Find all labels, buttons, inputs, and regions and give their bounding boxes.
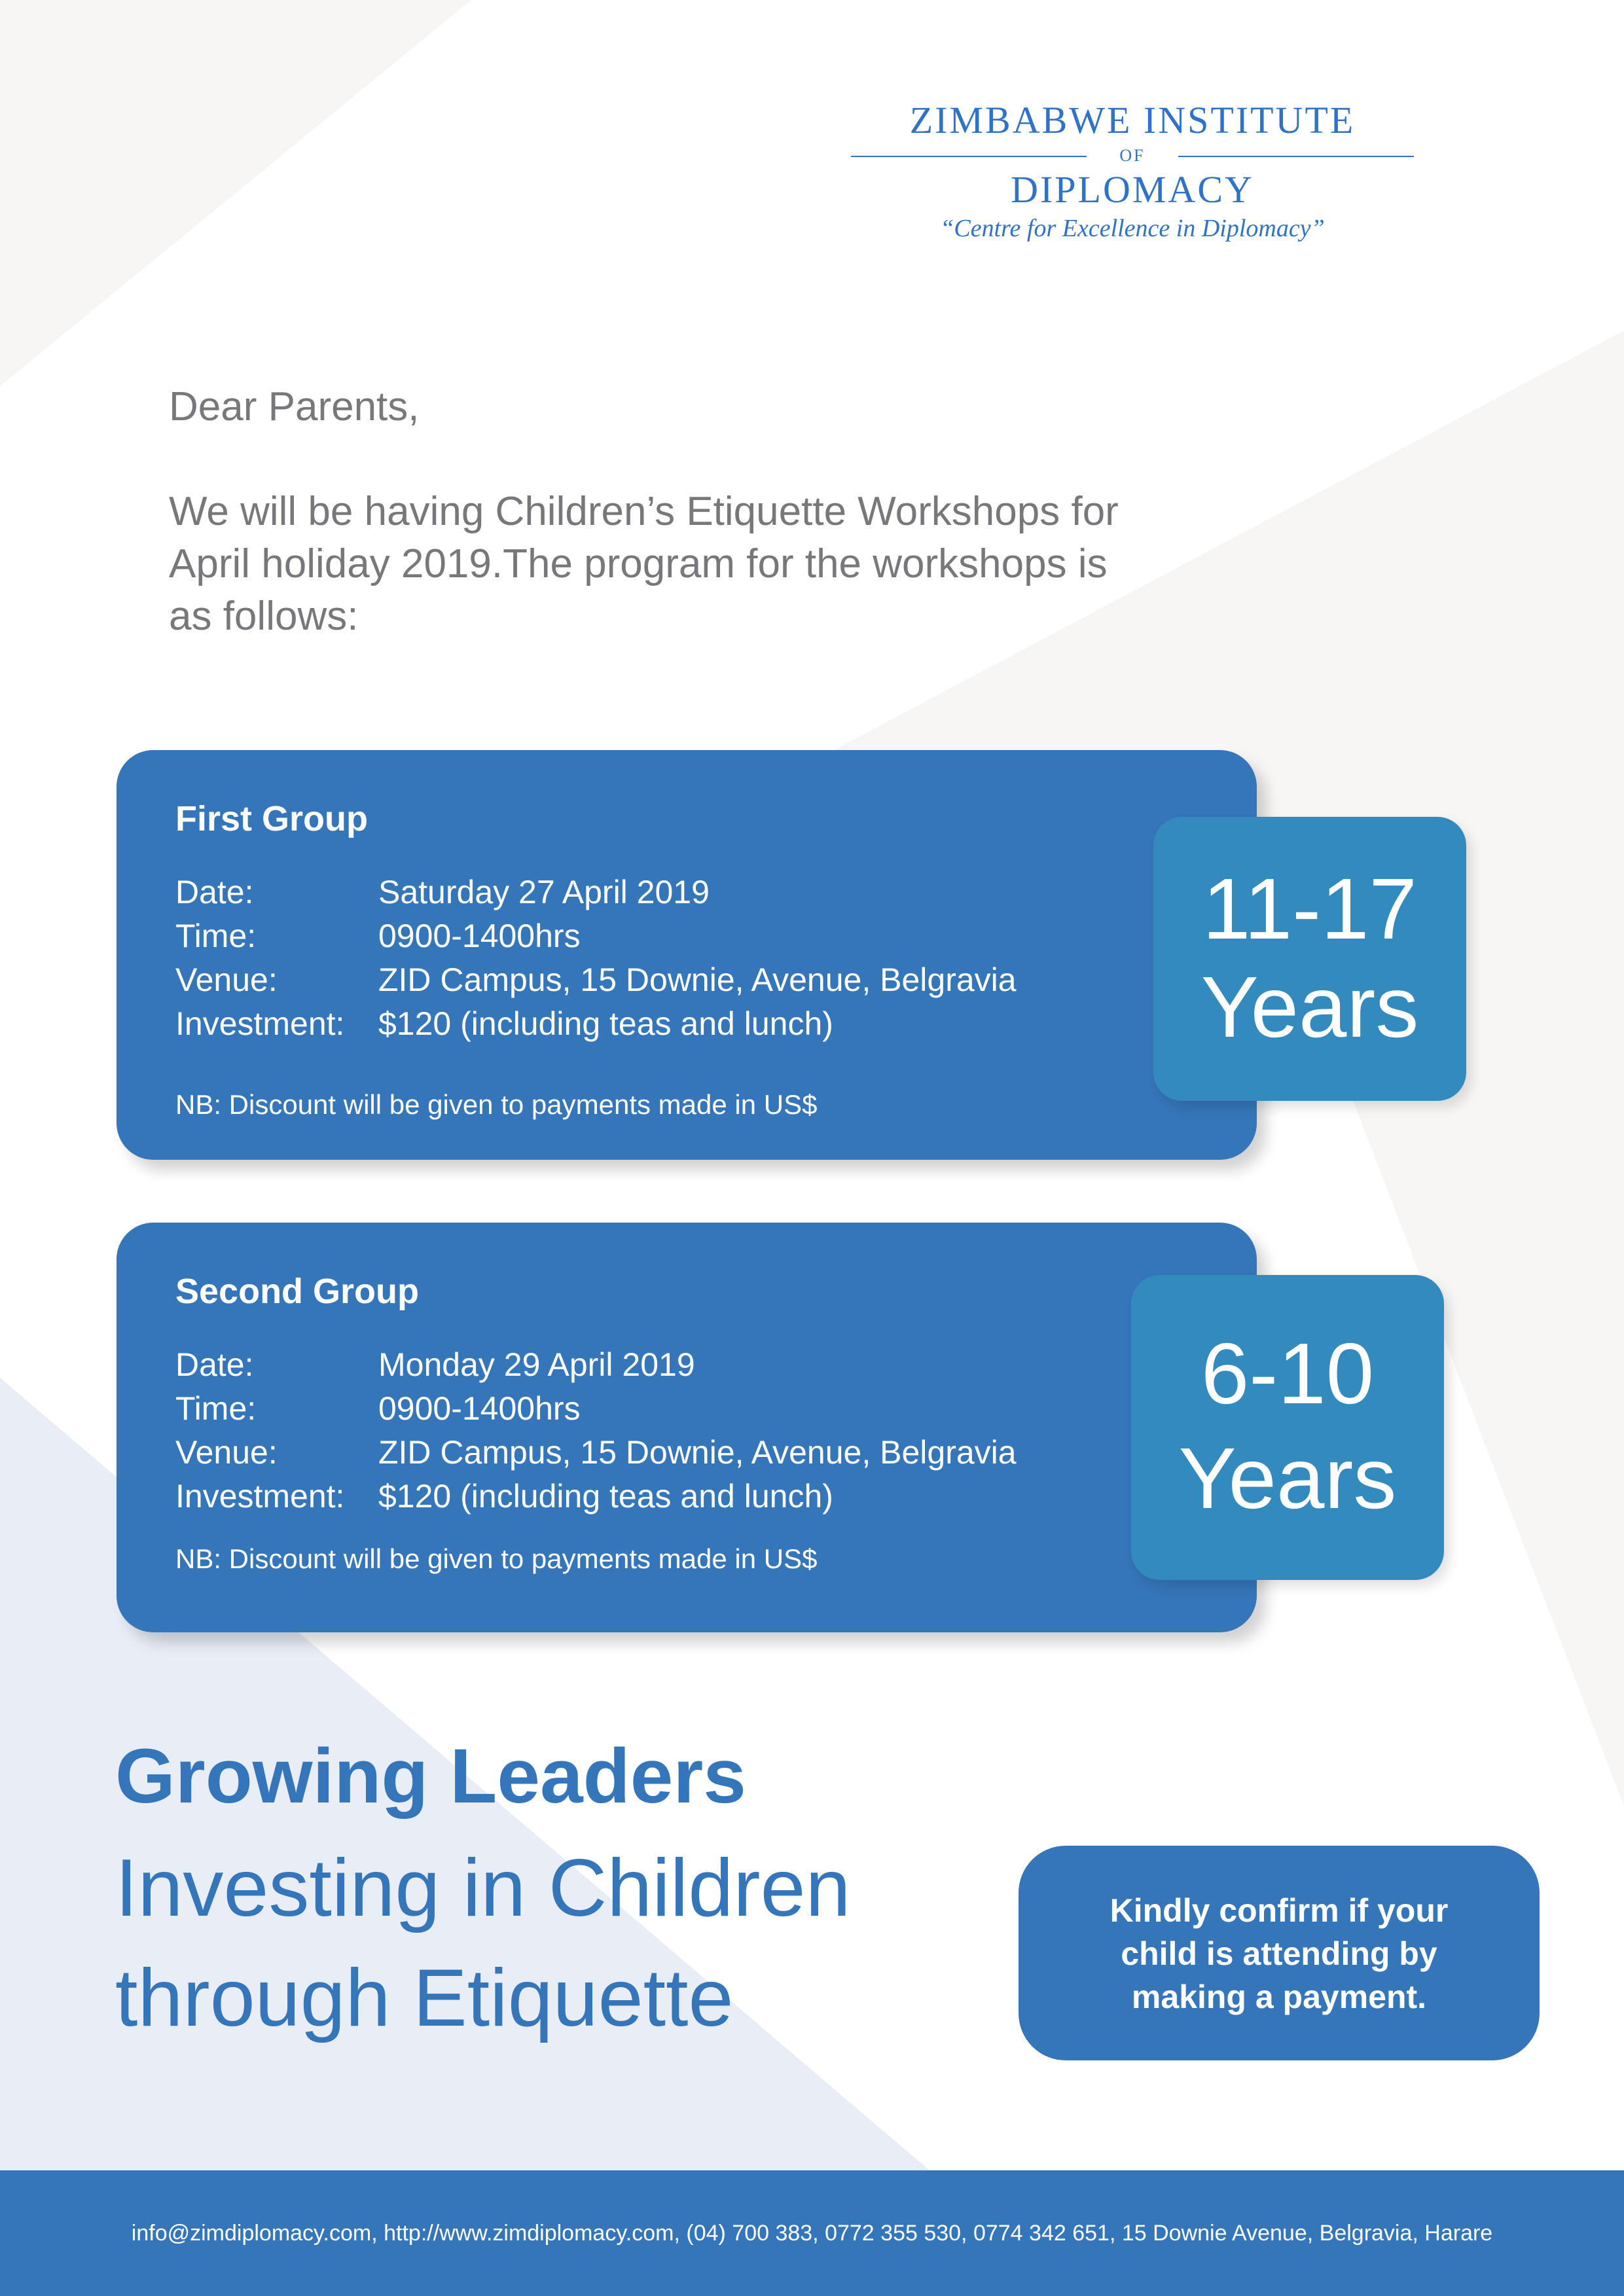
investment-label: Investment:	[175, 1478, 345, 1515]
intro-line: April holiday 2019.The program for the workshops is	[169, 541, 1108, 586]
age-unit: Years	[1178, 1430, 1397, 1526]
logo-of: OF	[1119, 146, 1146, 165]
discount-note: NB: Discount will be given to payments made in US$	[175, 1543, 818, 1574]
venue-label: Venue:	[175, 961, 278, 998]
investment-label: Investment:	[175, 1005, 345, 1042]
time-label: Time:	[175, 918, 257, 954]
time-row	[175, 914, 581, 958]
age-badge-6-10	[1131, 1275, 1444, 1580]
date-value: Saturday 27 April 2019	[378, 874, 710, 910]
confirm-line: child is attending by	[1121, 1935, 1437, 1972]
logo-of-row	[844, 143, 1420, 169]
date-row	[175, 1343, 695, 1386]
age-range: 11-17	[1202, 861, 1417, 957]
age-range: 6-10	[1200, 1325, 1375, 1422]
second-group-card	[117, 1223, 1257, 1632]
date-label: Date:	[175, 1346, 254, 1383]
age-unit: Years	[1200, 959, 1419, 1055]
confirm-line: Kindly confirm if your	[1110, 1892, 1449, 1929]
group-title: Second Group	[175, 1272, 420, 1311]
slogan-line3: through Etiquette	[115, 1953, 734, 2043]
letter-intro	[169, 486, 1229, 643]
venue-value: ZID Campus, 15 Downie, Avenue, Belgravia	[378, 961, 1017, 998]
discount-note: NB: Discount will be given to payments made in US$	[175, 1089, 818, 1120]
venue-value: ZID Campus, 15 Downie, Avenue, Belgravia	[378, 1434, 1017, 1471]
logo-line2: DIPLOMACY	[1011, 168, 1254, 211]
investment-value: $120 (including teas and lunch)	[378, 1478, 833, 1515]
first-group-card	[117, 750, 1257, 1160]
logo-rule-right	[1178, 156, 1414, 157]
date-label: Date:	[175, 874, 254, 910]
date-value: Monday 29 April 2019	[378, 1346, 695, 1383]
venue-row	[175, 1431, 1017, 1474]
confirm-callout	[1019, 1846, 1540, 2060]
institute-logo	[844, 98, 1420, 245]
investment-value: $120 (including teas and lunch)	[378, 1005, 833, 1042]
footer-contact-bar	[0, 2170, 1624, 2296]
logo-tagline: “Centre for Excellence in Diplomacy”	[940, 215, 1325, 242]
logo-rule-left	[851, 156, 1087, 157]
age-badge-11-17	[1153, 817, 1466, 1101]
group-title: First Group	[175, 799, 368, 838]
date-row	[175, 870, 710, 914]
slogan-headline: Growing Leaders	[115, 1733, 746, 1820]
time-value: 0900-1400hrs	[378, 918, 581, 954]
intro-line: as follows:	[169, 594, 359, 639]
time-label: Time:	[175, 1390, 257, 1427]
confirm-line: making a payment.	[1131, 1979, 1427, 2015]
footer-contact: info@zimdiplomacy.com, http://www.zimdiplomacy.com, (04) 700 383, 0772 355 530, 0774 342 651, 15 Downie Avenue, Belgravia, Harare	[131, 2221, 1493, 2246]
time-value: 0900-1400hrs	[378, 1390, 581, 1427]
intro-line: We will be having Children’s Etiquette Workshops for	[169, 489, 1119, 534]
venue-row	[175, 958, 1017, 1001]
slogan-line2: Investing in Children	[115, 1843, 851, 1933]
investment-row	[175, 1002, 833, 1045]
letter-greeting: Dear Parents,	[169, 384, 420, 429]
logo-line1: ZIMBABWE INSTITUTE	[909, 99, 1356, 141]
time-row	[175, 1387, 581, 1430]
investment-row	[175, 1475, 833, 1518]
bg-grey-corner-top	[0, 0, 471, 386]
venue-label: Venue:	[175, 1434, 278, 1471]
